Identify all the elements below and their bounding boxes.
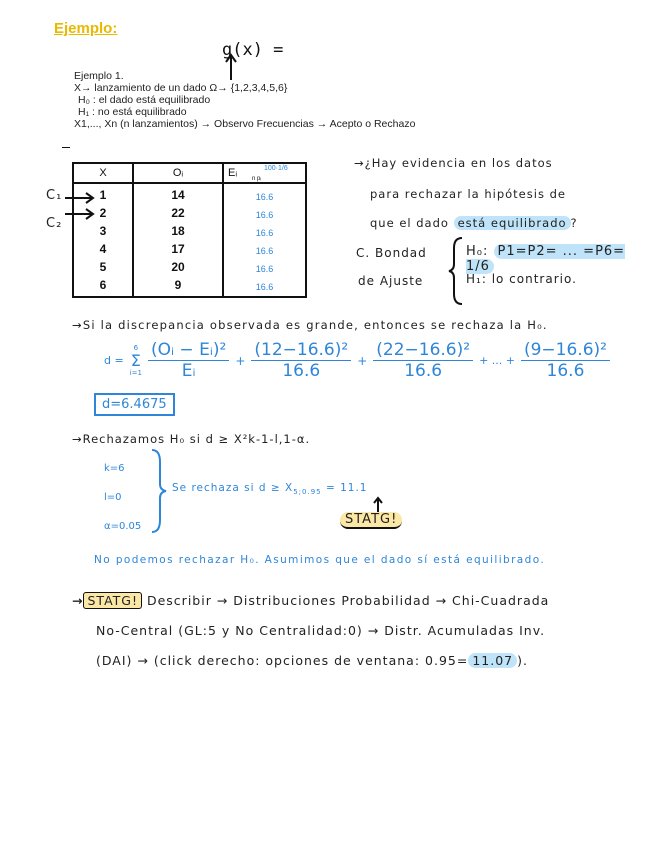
cell-o-2: 22 (171, 206, 185, 220)
sum-upper: 6 (133, 343, 139, 352)
header-e: Eᵢ (228, 167, 238, 179)
column-o (134, 184, 224, 296)
reject-threshold (172, 482, 367, 496)
e-note: 100·1/6 (264, 165, 288, 172)
header-o: Oᵢ (134, 164, 224, 182)
statg-box: STATG! (83, 592, 142, 609)
d-value-box: d=6.4675 (94, 393, 175, 416)
statg-instructions (72, 586, 549, 676)
printed-example (74, 70, 415, 130)
curly-brace-icon (150, 448, 168, 534)
question-mark: ? (570, 216, 578, 230)
instructions-line-2: No-Central (GL:5 y No Centralidad:0) → Distr. Acumuladas Inv. (96, 623, 546, 638)
threshold-sub: 5;0.95 (293, 488, 322, 497)
parameters (104, 454, 141, 541)
param-k: k=6 (104, 463, 125, 474)
cell-e-1: 16.6 (255, 192, 274, 202)
example-line-sample: X1,..., Xn (n lanzamientos) → Observo Frecuencias → Acepto o Rechazo (74, 118, 416, 130)
statg-tag: STATG! (340, 512, 402, 529)
instructions-line-1: → STATG! Describir → Distribuciones Probabilidad → Chi-Cuadrada (72, 593, 550, 608)
term-1: $\frac{\text{(12−16.6)²}}{16.6}$ (251, 340, 351, 381)
cell-x-4: 4 (99, 242, 107, 256)
curly-brace-icon (448, 236, 464, 306)
question-line-3 (370, 216, 578, 230)
result-highlight: 11.07 (468, 653, 517, 668)
threshold-value: = 11.1 (321, 482, 368, 494)
h0-highlight: P1=P2= ... =P6= 1/6 (466, 244, 626, 274)
plus-sign: + (357, 353, 368, 368)
question-text-a: que el dado (370, 216, 454, 230)
frequency-table (72, 162, 307, 298)
ellipsis: + ... + (479, 354, 515, 367)
example-line-x: X→ lanzamiento de un dado Ω→ {1,2,3,4,5,6} (74, 82, 288, 94)
c1-label: C₁ (46, 188, 63, 203)
cell-e-2: 16.6 (255, 210, 274, 220)
instructions-text-1: Describir → Distribuciones Probabilidad → Chi-Cuadrada (142, 593, 550, 608)
cell-x-5: 5 (99, 260, 107, 274)
g-of-x-label: g(x) = (222, 40, 284, 60)
header-x: X (74, 164, 134, 182)
threshold-text: Se rechaza si d ≥ X (172, 482, 294, 494)
sum-symbol: 6 Σ i=1 (129, 343, 142, 377)
e-sub: n pᵢ (252, 176, 262, 182)
plus-sign: + (235, 353, 246, 368)
param-l: l=0 (104, 492, 122, 503)
cell-x-6: 6 (99, 278, 107, 292)
discrepancy-text: →Si la discrepancia observada es grande, entonces se rechaza la H₀. (72, 318, 548, 332)
bondad-line-2: de Ajuste (358, 274, 424, 288)
reject-rule: →Rechazamos H₀ si d ≥ X²k-1-l,1-α. (72, 432, 311, 446)
h0-prefix: H₀: (466, 244, 489, 259)
param-alpha: α=0.05 (104, 521, 142, 532)
instructions-end: ). (517, 653, 528, 668)
example-heading: Ejemplo 1. (74, 70, 124, 82)
cell-x-3: 3 (99, 224, 107, 238)
cell-x-2: 2 (99, 206, 107, 220)
term-2: $\frac{\text{(22−16.6)²}}{16.6}$ (373, 340, 473, 381)
cell-o-4: 17 (171, 242, 185, 256)
column-e (224, 184, 305, 296)
cell-e-5: 16.6 (255, 264, 274, 274)
bondad-line-1: C. Bondad (356, 246, 427, 260)
cell-o-6: 9 (174, 278, 182, 292)
right-arrow-icon (64, 208, 96, 220)
conclusion-text: No podemos rechazar H₀. Asumimos que el dado sí está equilibrado. (94, 554, 546, 566)
cell-e-4: 16.6 (255, 246, 274, 256)
cell-e-3: 16.6 (255, 228, 274, 238)
question-line-2: para rechazar la hipótesis de (370, 187, 566, 201)
term-6: $\frac{\text{(9−16.6)²}}{16.6}$ (521, 340, 610, 381)
instructions-line-3 (72, 646, 549, 676)
cell-o-3: 18 (171, 224, 185, 238)
dash-mark (62, 147, 70, 148)
c2-label: C₂ (46, 216, 63, 231)
page-title: Ejemplo: (54, 20, 118, 37)
example-line-h0: H₀ : el dado está equilibrado (78, 94, 211, 106)
h1-hypothesis: H₁: lo contrario. (466, 272, 577, 286)
term-general: $\frac{\text{(Oᵢ − Eᵢ)²}}{\text{Eᵢ}}$ (148, 340, 229, 381)
cell-x-1: 1 (99, 188, 107, 202)
right-arrow-icon (64, 192, 96, 204)
question-line-1: →¿Hay evidencia en los datos (354, 156, 553, 170)
instructions-text-3: (DAI) → (click derecho: opciones de ventana: 0.95= (96, 653, 469, 668)
cell-o-1: 14 (171, 188, 185, 202)
sum-lower: i=1 (129, 368, 142, 377)
formula-lhs: d = (104, 354, 124, 367)
example-line-h1: H₁ : no está equilibrado (78, 106, 187, 118)
h0-hypothesis (466, 244, 656, 274)
cell-o-5: 20 (171, 260, 185, 274)
cell-e-6: 16.6 (255, 282, 274, 292)
question-highlight: está equilibrado (454, 216, 571, 230)
statistic-formula (104, 340, 610, 381)
